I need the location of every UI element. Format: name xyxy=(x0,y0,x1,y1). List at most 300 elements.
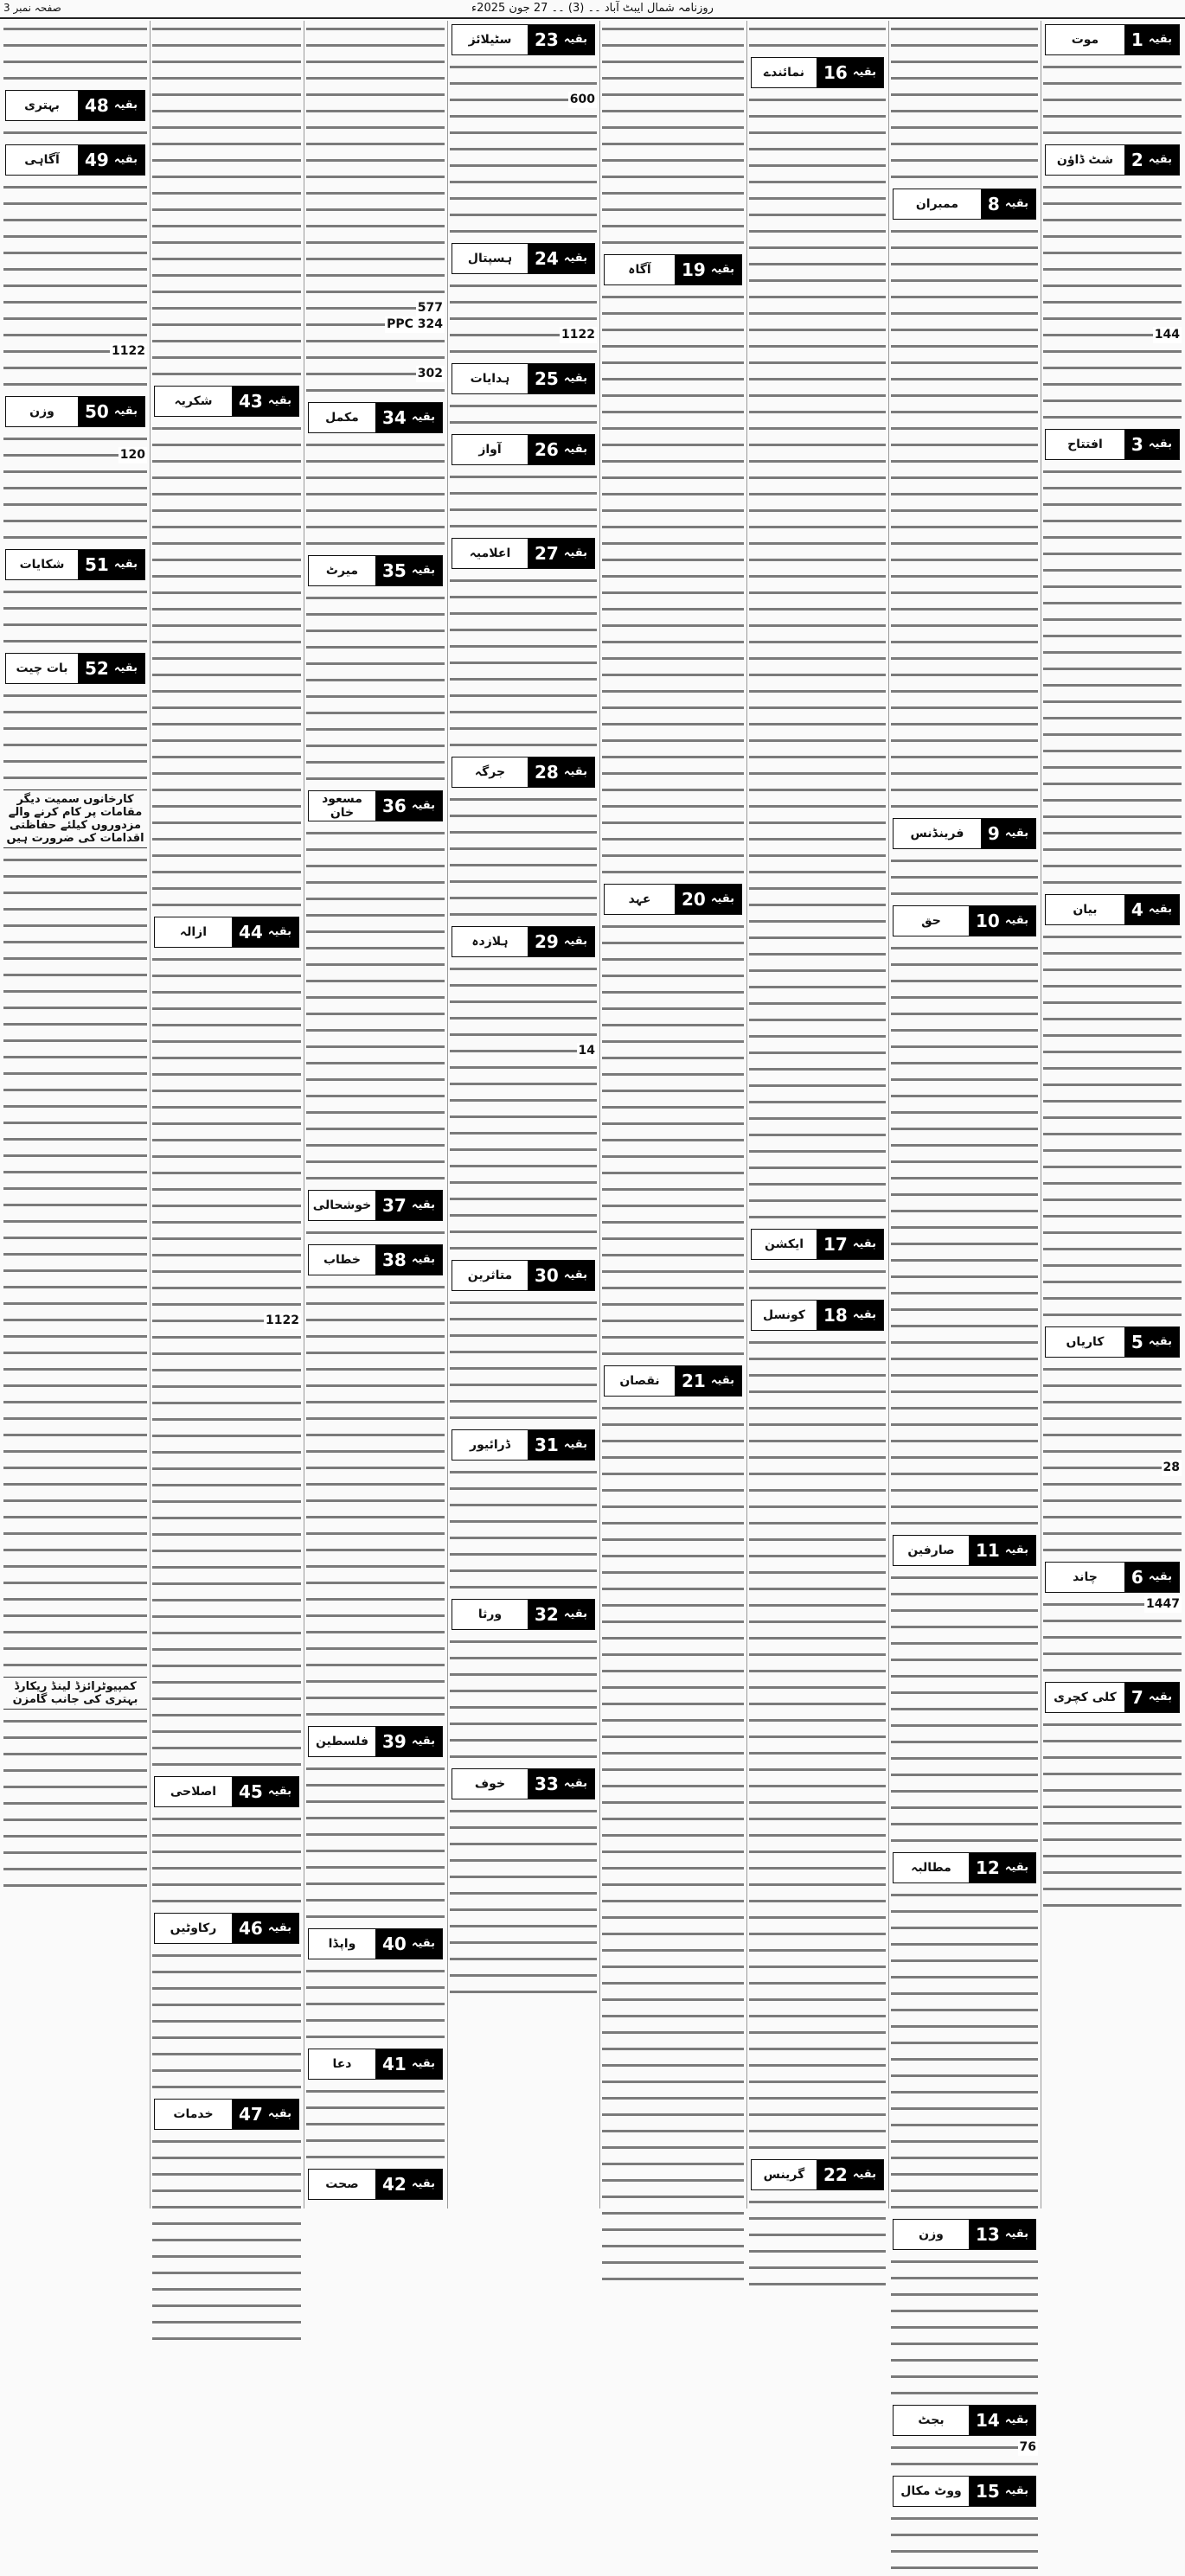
headline-number: 8 xyxy=(987,194,1000,214)
headline-number-badge xyxy=(675,885,741,914)
headline-number: 42 xyxy=(381,2174,407,2195)
headline-number-badge xyxy=(817,1301,883,1330)
headline-number: 40 xyxy=(381,1934,407,1954)
article-text-block xyxy=(152,951,301,1313)
article-text-block xyxy=(450,572,597,753)
continuation-headline xyxy=(1045,429,1180,460)
headline-word: خوف xyxy=(474,1777,506,1791)
continuation-headline xyxy=(893,905,1036,936)
headline-number-badge xyxy=(981,819,1035,848)
article-text-block xyxy=(3,463,147,546)
headline-word: آواز xyxy=(478,443,502,457)
headline-word: ایکشن xyxy=(764,1237,804,1251)
headline-number-badge xyxy=(78,91,144,120)
continuation-headline xyxy=(308,555,443,586)
headline-number-badge xyxy=(528,539,594,568)
article-text-block xyxy=(3,125,147,141)
headline-number: 48 xyxy=(84,95,109,116)
article-headline: کمپیوٹرائزڈ لینڈ ریکارڈ بہتری کی جانب گامزن xyxy=(3,1677,147,1710)
article-text-block xyxy=(152,1329,301,1773)
headline-word: ووٹ مکال xyxy=(900,2484,962,2498)
headline-number: 18 xyxy=(823,1305,848,1326)
headline-number: 7 xyxy=(1131,1687,1143,1708)
inline-figure: 1122 xyxy=(112,344,145,358)
headline-number-badge xyxy=(969,2406,1035,2435)
continuation-headline xyxy=(893,1852,1036,1883)
headline-label: بقیہ xyxy=(1004,827,1028,840)
headline-word: حق xyxy=(921,914,941,928)
headline-label: بقیہ xyxy=(563,935,587,948)
article-text-line xyxy=(1043,327,1182,343)
headline-number: 10 xyxy=(975,911,1000,931)
headline-number: 43 xyxy=(238,391,263,412)
article-text-line xyxy=(450,327,597,343)
headline-number: 52 xyxy=(84,658,109,679)
headline-number: 32 xyxy=(534,1604,559,1625)
article-text-block xyxy=(749,1263,886,1296)
article-text-block xyxy=(749,2194,886,2292)
article-text-block xyxy=(450,1803,597,2000)
headline-label: بقیہ xyxy=(1148,438,1172,451)
continuation-headline xyxy=(893,189,1036,220)
headline-label: بقیہ xyxy=(563,547,587,559)
article-text-block xyxy=(602,1400,744,2287)
article-text-line xyxy=(306,366,445,382)
headline-number-badge xyxy=(375,2049,442,2079)
headline-word: صارفین xyxy=(907,1544,955,1557)
headline-number: 46 xyxy=(238,1918,263,1939)
headline-word: جرگہ xyxy=(474,765,506,779)
article-text-block xyxy=(450,791,597,923)
column-3 xyxy=(749,21,886,2208)
headline-label: بقیہ xyxy=(1004,1861,1028,1874)
headline-number: 13 xyxy=(975,2224,1000,2245)
headline-word: عہد xyxy=(628,892,651,906)
headline-word: آگاہی xyxy=(24,153,60,167)
continuation-headline xyxy=(751,57,884,88)
headline-word: مطالبہ xyxy=(911,1861,951,1875)
continuation-headline xyxy=(452,1429,595,1461)
continuation-headline xyxy=(1045,24,1180,55)
headline-number: 36 xyxy=(381,796,407,816)
headline-number-badge xyxy=(528,1600,594,1629)
article-text-line xyxy=(450,1043,597,1059)
headline-word: بیان xyxy=(1073,903,1098,917)
article-text-block xyxy=(450,398,597,431)
headline-label: بقیہ xyxy=(852,1237,876,1250)
continuation-headline xyxy=(893,2405,1036,2436)
article-text-line xyxy=(3,447,147,463)
headline-number: 9 xyxy=(987,823,1000,844)
article-text-block xyxy=(749,92,886,568)
headline-number-badge xyxy=(969,1853,1035,1882)
continuation-headline xyxy=(5,90,145,121)
article-text-block xyxy=(1043,343,1182,425)
headline-word: نقصان xyxy=(619,1374,660,1388)
headline-word: دعا xyxy=(332,2057,352,2071)
headline-label: بقیہ xyxy=(113,99,138,112)
headline-word: ورثا xyxy=(477,1608,503,1621)
headline-number-badge xyxy=(232,2100,298,2129)
headline-number: 31 xyxy=(534,1435,559,1455)
headline-label: بقیہ xyxy=(563,1777,587,1790)
article-text-block xyxy=(3,360,147,393)
headline-number-badge xyxy=(528,757,594,787)
inline-figure: 1122 xyxy=(266,1314,299,1327)
article-text-line xyxy=(891,2439,1038,2456)
headline-label: بقیہ xyxy=(267,2107,291,2120)
headline-number: 27 xyxy=(534,543,559,564)
continuation-headline xyxy=(308,1244,443,1275)
headline-label: بقیہ xyxy=(1148,153,1172,166)
article-text-block xyxy=(1043,463,1182,891)
headline-number-badge xyxy=(1124,1327,1179,1357)
headline-word: موت xyxy=(1071,33,1099,47)
headline-label: بقیہ xyxy=(267,1921,291,1934)
headline-number: 23 xyxy=(534,29,559,50)
headline-label: بقیہ xyxy=(411,2057,435,2070)
headline-label: بقیہ xyxy=(1004,1544,1028,1556)
headline-number: 17 xyxy=(823,1234,848,1255)
inline-figure: PPC 324 xyxy=(387,317,443,331)
headline-number: 14 xyxy=(975,2410,1000,2431)
continuation-headline xyxy=(893,1535,1036,1566)
headline-label: بقیہ xyxy=(113,405,138,418)
headline-label: بقیہ xyxy=(563,252,587,265)
column-divider xyxy=(888,21,889,2208)
article-text-block xyxy=(3,852,147,1673)
headline-word: سٹیلائز xyxy=(468,33,512,47)
inline-figure: 76 xyxy=(1019,2440,1036,2454)
column-divider xyxy=(150,21,151,2208)
continuation-headline xyxy=(5,396,145,427)
headline-label: بقیہ xyxy=(1148,1691,1172,1703)
article-text-block xyxy=(891,2510,1038,2576)
continuation-headline xyxy=(308,1726,443,1757)
headline-word: ممبران xyxy=(915,197,959,211)
headline-number: 26 xyxy=(534,439,559,460)
headline-label: بقیہ xyxy=(710,892,734,905)
article-text-block xyxy=(891,1887,1038,2215)
article-text-block xyxy=(891,940,1038,1531)
headline-word: گرینس xyxy=(763,2168,805,2182)
article-text-block xyxy=(891,21,1038,185)
headline-label: بقیہ xyxy=(1004,2413,1028,2426)
headline-label: بقیہ xyxy=(267,1785,291,1798)
headline-word: مکمل xyxy=(325,411,359,425)
continuation-headline xyxy=(751,1300,884,1331)
article-text-block xyxy=(306,437,445,552)
inline-figure: 28 xyxy=(1163,1461,1180,1474)
headline-number: 49 xyxy=(84,150,109,170)
headline-number-badge xyxy=(78,654,144,683)
article-text-block xyxy=(450,1294,597,1426)
column-8 xyxy=(3,21,147,2208)
headline-number-badge xyxy=(528,927,594,956)
headline-number: 45 xyxy=(238,1781,263,1802)
article-text-block xyxy=(1043,1613,1182,1678)
article-text-block xyxy=(1043,1361,1182,1460)
inline-figure: 600 xyxy=(569,93,595,106)
headline-word: ہلازدہ xyxy=(471,935,509,949)
headline-number-badge xyxy=(375,1191,442,1220)
headline-label: بقیہ xyxy=(411,1199,435,1211)
headline-label: بقیہ xyxy=(411,564,435,577)
article-text-block xyxy=(3,687,147,786)
continuation-headline xyxy=(308,2169,443,2200)
article-text-block xyxy=(749,1334,886,2156)
headline-number: 1 xyxy=(1131,29,1143,50)
headline-label: بقیہ xyxy=(113,153,138,166)
headline-number-badge xyxy=(375,2170,442,2199)
headline-number-badge xyxy=(1124,430,1179,459)
headline-number-badge xyxy=(528,1261,594,1290)
headline-label: بقیہ xyxy=(1148,1335,1172,1348)
continuation-headline xyxy=(154,386,299,417)
continuation-headline xyxy=(1045,894,1180,925)
continuation-headline xyxy=(308,402,443,433)
article-text-line xyxy=(306,300,445,316)
headline-label: بقیہ xyxy=(563,1438,587,1451)
article-text-block xyxy=(602,289,744,880)
headline-word: بات چیت xyxy=(16,662,68,675)
headline-label: بقیہ xyxy=(113,662,138,674)
headline-word: شٹ ڈاؤن xyxy=(1056,153,1114,167)
article-text-block xyxy=(450,59,597,92)
continuation-headline xyxy=(308,1928,443,1959)
article-text-block xyxy=(152,1811,301,1909)
column-5 xyxy=(450,21,597,2208)
article-text-block xyxy=(306,1761,445,1925)
headline-number: 16 xyxy=(823,62,848,83)
article-text-block xyxy=(306,382,445,399)
headline-number: 6 xyxy=(1131,1567,1143,1588)
continuation-headline xyxy=(452,434,595,465)
headline-number: 47 xyxy=(238,2104,263,2125)
page-number: صفحہ نمبر 3 xyxy=(3,2,61,14)
headline-number: 4 xyxy=(1131,899,1143,920)
article-text-block xyxy=(1043,59,1182,141)
headline-number: 39 xyxy=(381,1731,407,1752)
headline-word: ڈرائیور xyxy=(470,1438,510,1452)
continuation-headline xyxy=(604,254,742,285)
headline-number-badge xyxy=(375,556,442,585)
headline-number: 2 xyxy=(1131,150,1143,170)
headline-word: متاثرین xyxy=(467,1269,513,1282)
headline-label: بقیہ xyxy=(710,263,734,276)
headline-word: ہسپتال xyxy=(467,252,513,265)
headline-number: 33 xyxy=(534,1774,559,1794)
headline-number-badge xyxy=(969,2477,1035,2506)
headline-number: 34 xyxy=(381,407,407,428)
continuation-headline xyxy=(893,2219,1036,2250)
headline-number-badge xyxy=(232,1777,298,1806)
article-text-block xyxy=(450,278,597,327)
headline-number-badge xyxy=(981,189,1035,219)
headline-number: 51 xyxy=(84,554,109,575)
article-text-block xyxy=(749,21,886,54)
headline-number-badge xyxy=(817,1230,883,1259)
continuation-headline xyxy=(5,653,145,684)
inline-figure: 144 xyxy=(1154,328,1180,342)
column-divider xyxy=(746,21,747,2208)
article-text-block xyxy=(3,21,147,86)
article-text-line xyxy=(450,92,597,108)
headline-label: بقیہ xyxy=(411,799,435,812)
article-text-block xyxy=(891,223,1038,815)
column-divider xyxy=(447,21,448,2208)
article-text-block xyxy=(450,1464,597,1595)
headline-number: 21 xyxy=(681,1371,706,1391)
inline-figure: 14 xyxy=(578,1044,595,1058)
headline-number-badge xyxy=(232,387,298,416)
continuation-headline xyxy=(5,144,145,176)
headline-number-badge xyxy=(232,917,298,947)
headline-word: وزن xyxy=(919,2228,944,2241)
headline-number: 30 xyxy=(534,1265,559,1286)
headline-number-badge xyxy=(817,2160,883,2189)
article-text-block xyxy=(450,108,597,240)
inline-figure: 120 xyxy=(119,448,145,462)
headline-label: بقیہ xyxy=(267,925,291,938)
article-text-block xyxy=(3,1713,147,1894)
article-text-block xyxy=(891,1569,1038,1849)
headline-number-badge xyxy=(528,364,594,393)
continuation-headline xyxy=(452,363,595,394)
article-text-block xyxy=(306,590,445,787)
article-text-block xyxy=(3,431,147,447)
inline-figure: 577 xyxy=(417,301,443,315)
headline-number-badge xyxy=(375,1727,442,1756)
headline-word: فلسطین xyxy=(315,1735,369,1748)
headline-word: کلی کچری xyxy=(1054,1691,1117,1704)
headline-word: شکایات xyxy=(19,558,65,572)
headline-label: بقیہ xyxy=(852,1308,876,1321)
headline-number: 20 xyxy=(681,889,706,910)
article-text-block xyxy=(152,420,301,913)
headline-word: ہدایات xyxy=(470,372,510,386)
masthead-title: روزنامہ شمال ایبٹ آباد ۔۔ (3) ۔۔ 27 جون 2025ء xyxy=(471,2,714,15)
continuation-headline xyxy=(452,538,595,569)
headline-number: 12 xyxy=(975,1857,1000,1878)
headline-word: خطاب xyxy=(323,1253,362,1267)
article-text-block xyxy=(306,1963,445,2045)
article-text-block xyxy=(306,1279,445,1723)
headline-label: بقیہ xyxy=(852,66,876,79)
headline-number: 5 xyxy=(1131,1332,1143,1352)
headline-number: 35 xyxy=(381,560,407,581)
article-text-block xyxy=(602,21,744,251)
article-text-block xyxy=(891,853,1038,902)
continuation-headline xyxy=(452,757,595,788)
headline-number-badge xyxy=(1124,25,1179,54)
headline-label: بقیہ xyxy=(1148,1570,1172,1583)
continuation-headline xyxy=(1045,1682,1180,1713)
headline-label: بقیہ xyxy=(1004,2484,1028,2497)
headline-number-badge xyxy=(1124,895,1179,924)
headline-word: افتتاح xyxy=(1067,438,1103,451)
headline-word: آگاہ xyxy=(628,263,651,277)
column-2 xyxy=(891,21,1038,2502)
article-text-block xyxy=(1043,1716,1182,1914)
headline-word: رکاوٹیں xyxy=(170,1921,217,1935)
continuation-headline xyxy=(308,1190,443,1221)
headline-label: بقیہ xyxy=(563,33,587,46)
headline-number-badge xyxy=(1124,1563,1179,1592)
headline-label: بقیہ xyxy=(1148,33,1172,46)
continuation-headline xyxy=(452,243,595,274)
headline-label: بقیہ xyxy=(1004,914,1028,927)
headline-word: کونسل xyxy=(763,1308,805,1322)
headline-number: 3 xyxy=(1131,434,1143,455)
column-6 xyxy=(306,21,445,2208)
continuation-headline xyxy=(604,884,742,915)
article-text-line xyxy=(1043,1460,1182,1476)
continuation-headline xyxy=(308,2049,443,2080)
article-text-line xyxy=(3,343,147,360)
article-text-block xyxy=(450,1633,597,1765)
headline-label: بقیہ xyxy=(563,765,587,778)
headline-label: بقیہ xyxy=(267,394,291,407)
headline-word: خوشحالی xyxy=(312,1199,372,1212)
headline-number-badge xyxy=(375,1245,442,1275)
headline-number-badge xyxy=(528,1769,594,1799)
headline-word: واپڈا xyxy=(328,1937,356,1951)
headline-label: بقیہ xyxy=(1004,197,1028,210)
headline-label: بقیہ xyxy=(1148,903,1172,916)
headline-word: صحت xyxy=(325,2177,359,2191)
headline-label: بقیہ xyxy=(411,1735,435,1748)
continuation-headline xyxy=(893,818,1036,849)
headline-word: خدمات xyxy=(173,2107,214,2121)
article-text-block xyxy=(1043,1476,1182,1558)
inline-figure: 1122 xyxy=(561,328,595,342)
headline-number: 37 xyxy=(381,1195,407,1216)
headline-number-badge xyxy=(1124,145,1179,175)
headline-label: بقیہ xyxy=(852,2168,876,2181)
headline-number: 19 xyxy=(681,259,706,280)
article-text-block xyxy=(306,1224,445,1241)
article-text-block xyxy=(1043,179,1182,327)
continuation-headline xyxy=(1045,1326,1180,1358)
continuation-headline xyxy=(452,24,595,55)
continuation-headline xyxy=(452,1768,595,1799)
article-text-block xyxy=(749,568,886,1225)
masthead-strip xyxy=(0,0,1185,19)
article-text-block xyxy=(152,1947,301,2095)
headline-number: 41 xyxy=(381,2054,407,2074)
inline-figure: 302 xyxy=(417,367,443,380)
continuation-headline xyxy=(452,926,595,957)
continuation-headline xyxy=(5,549,145,580)
headline-label: بقیہ xyxy=(411,1253,435,1266)
continuation-headline xyxy=(452,1260,595,1291)
article-text-block xyxy=(450,469,597,534)
article-text-line xyxy=(152,1313,301,1329)
headline-number-badge xyxy=(528,435,594,464)
headline-number-badge xyxy=(528,1430,594,1460)
headline-word: ازالہ xyxy=(179,925,208,939)
headline-number-badge xyxy=(78,397,144,426)
headline-label: بقیہ xyxy=(411,1937,435,1950)
article-text-block xyxy=(3,584,147,649)
headline-word: میرٹ xyxy=(325,564,359,578)
column-1 xyxy=(1043,21,1182,2208)
inline-figure: 1447 xyxy=(1146,1597,1180,1611)
headline-number-badge xyxy=(528,244,594,273)
article-text-block xyxy=(450,961,597,1043)
continuation-headline xyxy=(1045,1562,1180,1593)
